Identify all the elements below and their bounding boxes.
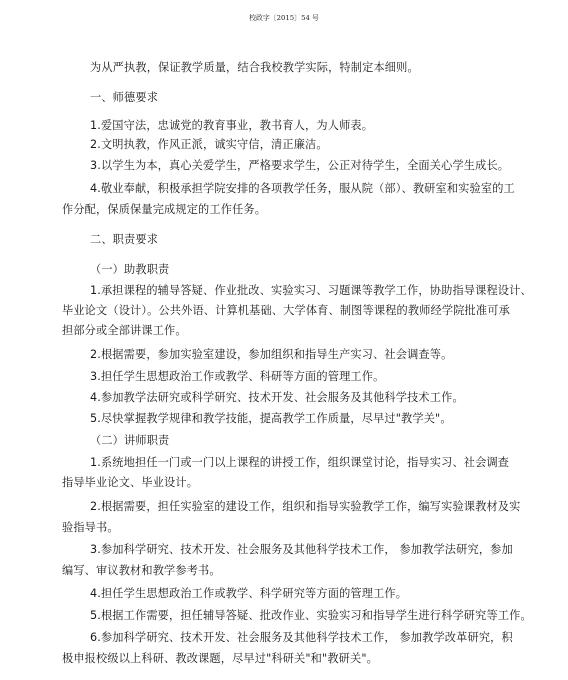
ta-item-5: 5.尽快掌握教学规律和教学技能，提高教学工作质量，尽早过"教学关"。 [90, 412, 452, 425]
lecturer-item-6-line-1: 6.参加科学研究、技术开发、社会服务及其他科学技术工作， 参加教学改革研究，积 [90, 631, 513, 644]
ethics-item-4-line-1: 4.敬业奉献，积极承担学院安排的各项教学任务，服从院（部）、教研室和实验室的工 [90, 182, 515, 195]
ethics-item-1: 1.爱国守法，忠诚党的教育事业，教书育人，为人师表。 [90, 119, 374, 132]
intro-paragraph: 为从严执教，保证教学质量，结合我校教学实际，特制定本细则。 [90, 61, 419, 74]
ta-item-1-line-2: 毕业论文（设计）。公共外语、计算机基础、大学体育、制图等课程的教师经学院批准可承 [62, 304, 510, 317]
subsection-heading-lecturer: （二）讲师职责 [90, 434, 170, 447]
lecturer-item-3-line-1: 3.参加科学研究、技术开发、社会服务及其他科学技术工作， 参加教学法研究，参加 [90, 543, 513, 556]
ta-item-3: 3.担任学生思想政治工作或教学、科研等方面的管理工作。 [90, 370, 385, 383]
lecturer-item-2-line-1: 2.根据需要，担任实验室的建设工作，组织和指导实验教学工作，编写实验课教材及实 [90, 500, 521, 513]
section-heading-ethics: 一、师德要求 [90, 91, 159, 104]
ta-item-4: 4.参加教学法研究或科学研究、技术开发、社会服务及其他科学技术工作。 [90, 391, 464, 404]
ta-item-2: 2.根据需要，参加实验室建设，参加组织和指导生产实习、社会调查等。 [90, 348, 453, 361]
ethics-item-4-line-2: 作分配，保质保量完成规定的工作任务。 [62, 203, 267, 216]
document-number: 校政字〔2015〕54 号 [249, 14, 319, 22]
ta-item-1-line-3: 担部分或全部讲课工作。 [62, 324, 187, 337]
ethics-item-2: 2.文明执教，作风正派，诚实守信，清正廉洁。 [90, 138, 328, 151]
subsection-heading-teaching-assistant: （一）助教职责 [90, 263, 170, 276]
lecturer-item-2-line-2: 验指导书。 [62, 521, 119, 534]
lecturer-item-1-line-2: 指导毕业论文、毕业设计。 [62, 476, 199, 489]
ta-item-1-line-1: 1.承担课程的辅导答疑、作业批改、实验实习、习题课等教学工作，协助指导课程设计、 [90, 284, 532, 297]
lecturer-item-4: 4.担任学生思想政治工作或教学、科学研究等方面的管理工作。 [90, 587, 408, 600]
lecturer-item-5: 5.根据工作需要，担任辅导答疑、批改作业、实验实习和指导学生进行科学研究等工作。 [90, 609, 532, 622]
lecturer-item-6-line-2: 极申报校级以上科研、教改课题，尽早过"科研关"和"教研关"。 [62, 652, 378, 665]
lecturer-item-1-line-1: 1.系统地担任一门或一门以上课程的讲授工作，组织课堂讨论，指导实习、社会调查 [90, 456, 510, 469]
ethics-item-3: 3.以学生为本，真心关爱学生，严格要求学生，公正对待学生，全面关心学生成长。 [90, 159, 510, 172]
lecturer-item-3-line-2: 编写、审议教材和教学参考书。 [62, 564, 221, 577]
section-heading-duties: 二、职责要求 [90, 233, 159, 246]
